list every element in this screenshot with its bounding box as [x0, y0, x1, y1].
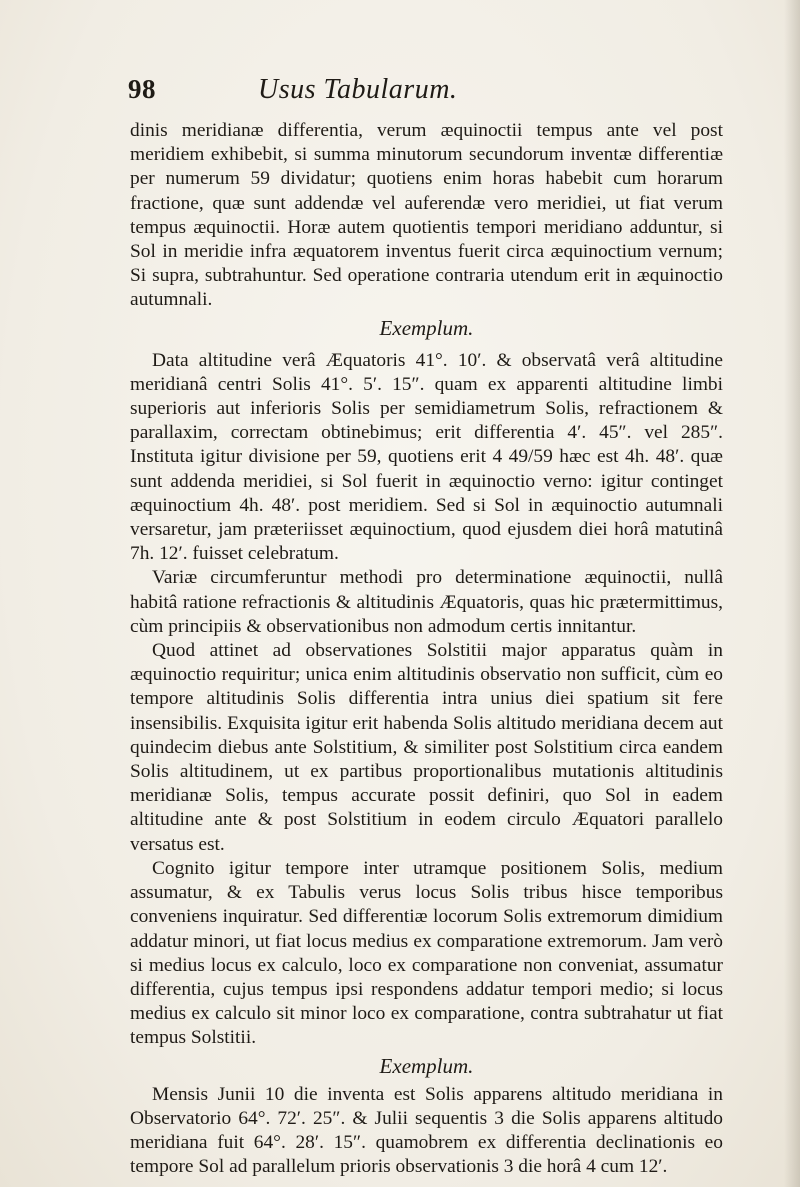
- paragraph-continuation: dinis meridianæ differentia, verum æquinoctii tempus ante vel post meridiem exhibebit, si summa minutorum secundorum inventæ differentiæ per numerum 59 dividatur; quotiens enim horas habebit cum horarum fractione, quæ sunt addendæ vel auferendæ vero meridiei, ut fiat verum tempus æquinoctii. Horæ autem quotientis tempori meridiano adduntur, si Sol in meridie infra æquatorem inventus fuerit circa æquinoctium vernum; Si supra, subtrahuntur. Sed operatione contraria utendum erit in æquinoctio autumnali.: [130, 120, 723, 311]
- running-head: Usus Tabularum.: [258, 74, 458, 105]
- example-heading: Exemplum.: [379, 315, 474, 340]
- paragraph-solstice-computation: Cognito igitur tempore inter utramque positionem Solis, medium assumatur, & ex Tabulis verus locus Solis tribus hisce temporibus conveniens inquiratur. Sed differentiæ locorum Solis extremorum dimidium addatur minori, ut fiat locus medius ex comparatione extremorum. Jam verò si medius locus ex calculo, loco ex comparatione non conveniat, assumatur differentia, cujus tempus ipsi respondens addatur tempori medio; si locus medius ex calculo sit minor loco ex comparatione, contra subtrahatur ut fiat tempus Solstitii.: [130, 857, 723, 1049]
- page-number: 98: [128, 74, 156, 104]
- paragraph-example-equinox: Data altitudine verâ Æquatoris 41°. 10′. & observatâ verâ altitudine meridianâ centri Solis 41°. 5′. 15″. quam ex apparenti altitudine limbi superioris aut inferioris Solis per semidiametrum Solis, refractionem & parallaxim, correctam obtinebimus; erit differentia 4′. 45″. vel 285″. Instituta igitur divisione per 59, quotiens erit 4 49/59 hæc est 4h. 48′. quæ sunt addenda meridiei, si Sol fuerit in æquinoctio verno: igitur continget æquinoctium 4h. 48′. post meridiem. Sed si Sol in æquinoctio autumnali versaretur, jam præteriisset æquinoctium, quod ejusdem diei horâ matutinâ 7h. 12′. fuisset celebratum.: [130, 349, 723, 565]
- example-heading-2: Exemplum.: [379, 1053, 474, 1078]
- paragraph-methods: Variæ circumferuntur methodi pro determinatione æquinoctii, nullâ habitâ ratione refractionis & altitudinis Æquatoris, quas hic prætermittimus, cùm principiis & observationibus non admodum certis innitantur.: [130, 567, 723, 637]
- paragraph-example-solstice: Mensis Junii 10 die inventa est Solis apparens altitudo meridiana in Observatorio 64°. 72′. 25″. & Julii sequentis 3 die Solis apparens altitudo meridiana fuit 64°. 28′. 15″. quamobrem ex differentia declinationis eo tempore Sol ad parallelum prioris observationis 3 die horâ 4 cum 12′.: [130, 1083, 723, 1178]
- paragraph-solstice-observations: Quod attinet ad observationes Solstitii major apparatus quàm in æquinoctio requiritur; unica enim altitudinis observatio non sufficit, cùm eo tempore altitudinis Solis differentia intra unius diei spatium sit fere insensibilis. Exquisita igitur erit habenda Solis altitudo meridiana decem aut quindecim diebus ante Solstitium, & similiter post Solstitium circa eandem Solis altitudinem, ut ex partibus proportionalibus mutationis altitudinis meridianæ Solis, tempus accurate possit definiri, quo Sol in eadem altitudine ante & post Solstitium in eodem circulo Æquatori parallelo versatus est.: [130, 640, 723, 855]
- page-edge-shadow: [784, 0, 800, 1187]
- body-text: [130, 119, 723, 1179]
- page-header: [128, 74, 718, 114]
